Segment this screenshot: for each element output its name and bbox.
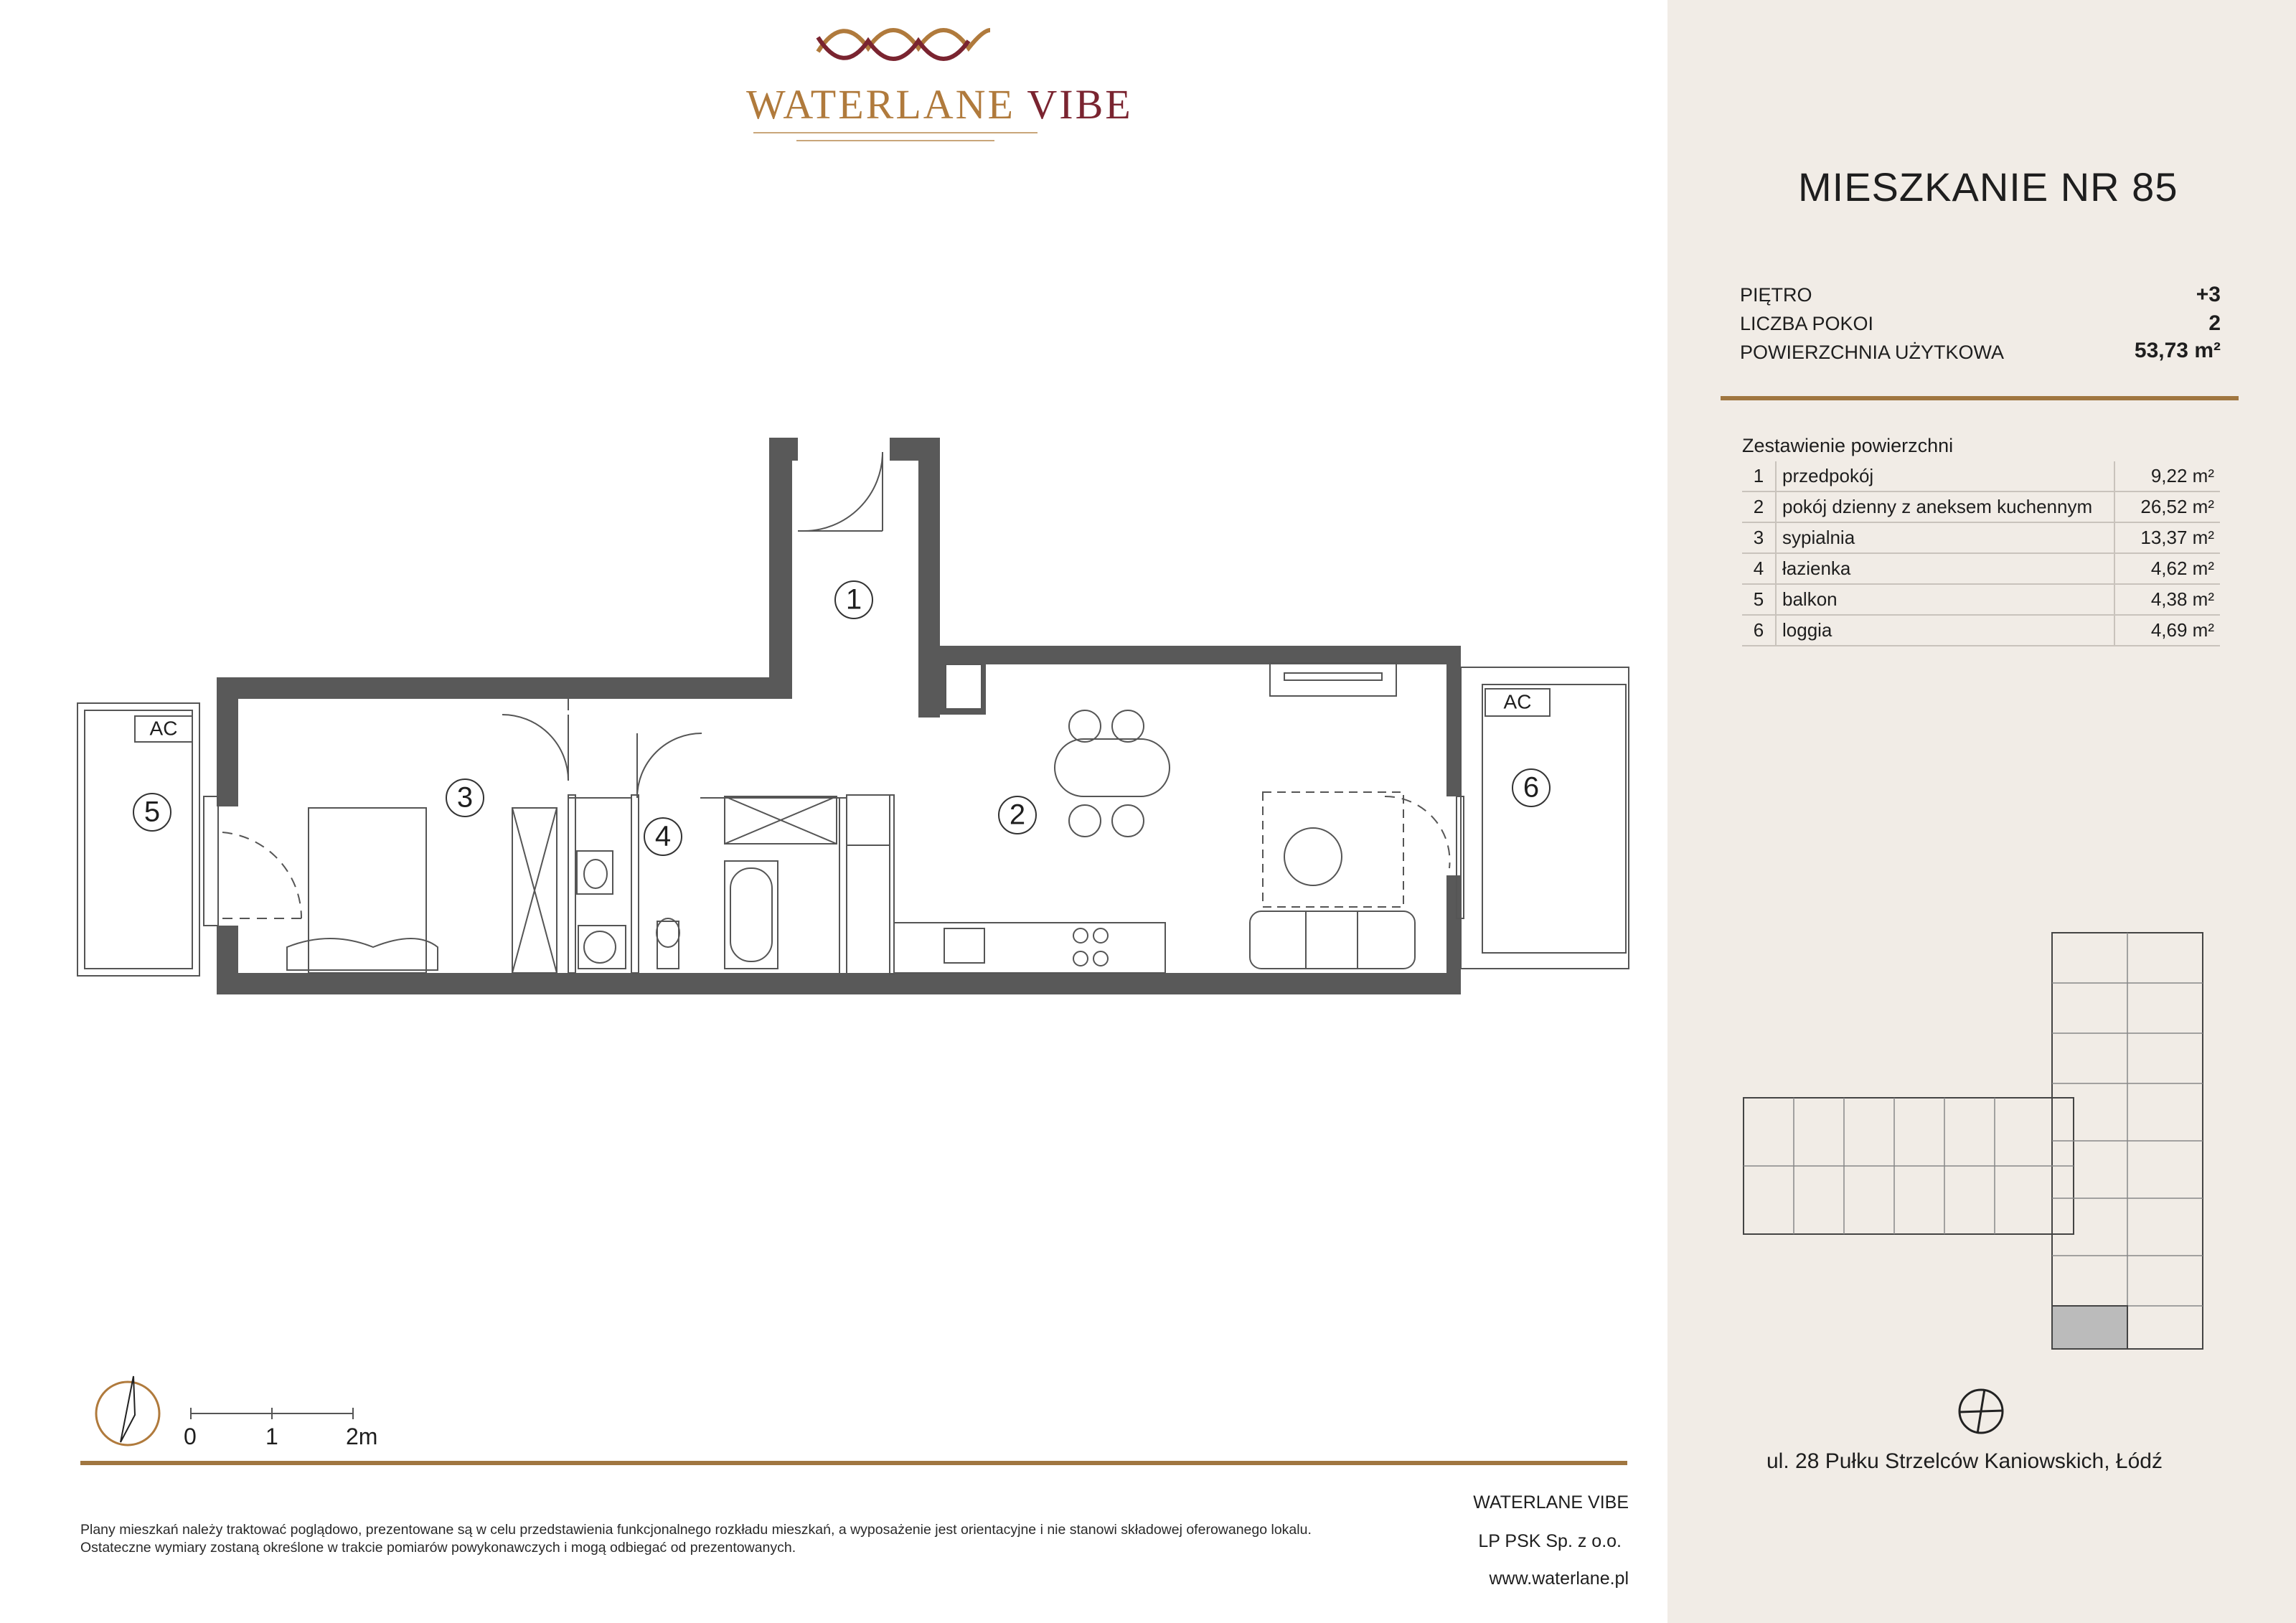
north-arrow-icon bbox=[92, 1372, 171, 1451]
info-value-rooms: 2 bbox=[2208, 311, 2221, 335]
info-label-area: POWIERZCHNIA UŻYTKOWA bbox=[1740, 342, 2005, 363]
scale-label-0: 0 bbox=[184, 1424, 197, 1449]
floor-plan bbox=[0, 0, 1667, 1040]
scale-label-2m: 2m bbox=[346, 1424, 378, 1449]
table-row: 2 pokój dzienny z aneksem kuchennym 26,52 m² bbox=[1742, 491, 2220, 522]
table-row: 4 łazienka 4,62 m² bbox=[1742, 553, 2220, 584]
compass-icon bbox=[1956, 1386, 2006, 1436]
accent-divider bbox=[1721, 396, 2239, 400]
room-label-2: 2 bbox=[1009, 799, 1026, 831]
ac-label-loggia: AC bbox=[1503, 690, 1532, 713]
building-key-plan bbox=[1736, 926, 2210, 1356]
info-value-floor: +3 bbox=[2196, 283, 2221, 306]
table-row: 1 przedpokój 9,22 m² bbox=[1742, 461, 2220, 491]
footer-company: WATERLANE VIBE bbox=[1473, 1492, 1629, 1513]
room-number-circles bbox=[133, 581, 1550, 855]
info-label-rooms: LICZBA POKOI bbox=[1740, 313, 1874, 334]
disclaimer-line-2: Ostateczne wymiary zostaną określone w trakcie pomiarów powykonawczych i mogą odbiegać od prezentowanych. bbox=[80, 1540, 796, 1556]
scale-label-1: 1 bbox=[265, 1424, 278, 1449]
info-label-floor: PIĘTRO bbox=[1740, 284, 1812, 306]
ac-label-balcony: AC bbox=[149, 717, 178, 740]
brand-logo: WATERLANE VIBE bbox=[746, 81, 1133, 128]
room-label-5: 5 bbox=[144, 796, 161, 828]
footer-website[interactable]: www.waterlane.pl bbox=[1489, 1568, 1629, 1589]
address: ul. 28 Pułku Strzelców Kaniowskich, Łódź bbox=[1766, 1449, 2163, 1473]
rooms-summary-table bbox=[1742, 461, 2220, 646]
disclaimer-line-1: Plany mieszkań należy traktować poglądowo, prezentowane są w celu przedstawienia funkcjonalnego rozkładu mieszkań, a wyposażenie jest orientacyjne i nie stanowi składowej oferowanego lokalu. bbox=[80, 1522, 1312, 1538]
table-row: 5 balkon 4,38 m² bbox=[1742, 584, 2220, 615]
room-label-1: 1 bbox=[845, 583, 862, 616]
table-row: 6 loggia 4,69 m² bbox=[1742, 615, 2220, 646]
info-value-area: 53,73 m² bbox=[2134, 339, 2221, 362]
rooms-summary-title: Zestawienie powierzchni bbox=[1742, 435, 1954, 456]
info-panel bbox=[1667, 0, 2296, 1623]
table-row: 3 sypialnia 13,37 m² bbox=[1742, 522, 2220, 553]
apartment-title: MIESZKANIE NR 85 bbox=[1798, 164, 2178, 210]
scale-bar bbox=[188, 1406, 389, 1421]
room-label-4: 4 bbox=[654, 820, 672, 852]
footer-divider bbox=[80, 1461, 1627, 1465]
room-label-3: 3 bbox=[456, 781, 474, 814]
footer-company-legal: LP PSK Sp. z o.o. bbox=[1478, 1531, 1622, 1551]
room-label-6: 6 bbox=[1523, 771, 1540, 804]
